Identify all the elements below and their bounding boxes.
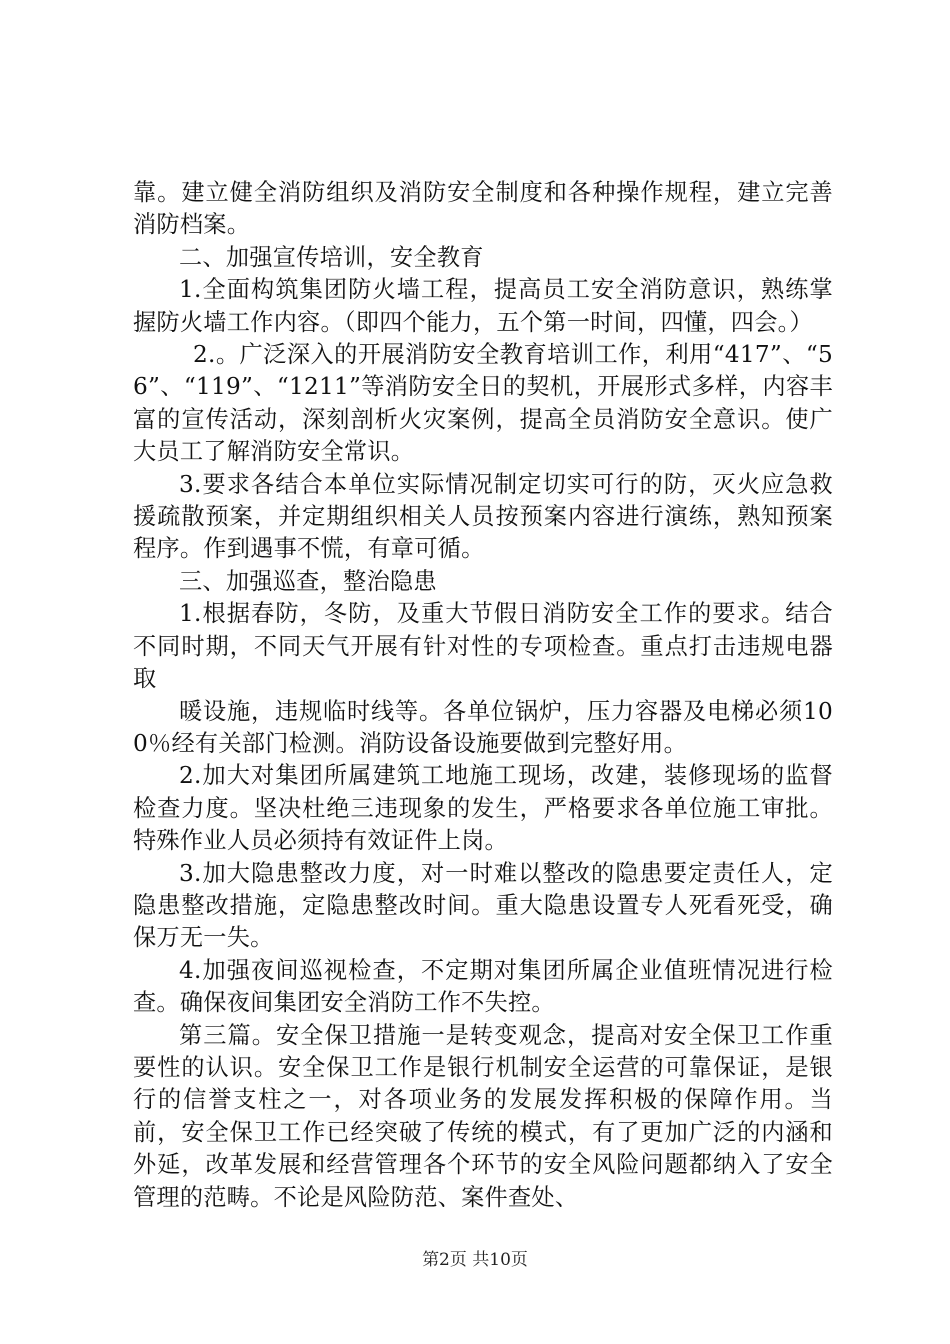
document-body: [133, 177, 833, 1214]
paragraph-item-1b-continued: 暖设施，违规临时线等。各单位锅炉，压力容器及电梯必须100％经有关部门检测。消防设备设施要做到完整好用。: [133, 697, 833, 757]
paragraph-item-2b: 2.加大对集团所属建筑工地施工现场，改建，装修现场的监督检查力度。坚决杜绝三违现象的发生，严格要求各单位施工审批。特殊作业人员必须持有效证件上岗。: [133, 762, 833, 855]
paragraph-item-3: 3.要求各结合本单位实际情况制定切实可行的防，灭火应急救援疏散预案，并定期组织相关人员按预案内容进行演练，熟知预案程序。作到遇事不慌，有章可循。: [133, 470, 833, 563]
page-number-footer: 第2页 共10页: [422, 1250, 528, 1270]
paragraph-item-1b: 1.根据春防，冬防，及重大节假日消防安全工作的要求。结合不同时期，不同天气开展有针对性的专项检查。重点打击违规电器取: [133, 600, 833, 693]
paragraph-item-3b: 3.加大隐患整改力度，对一时难以整改的隐患要定责任人，定隐患整改措施，定隐患整改时间。重大隐患设置专人死看死受，确保万无一失。: [133, 859, 833, 952]
paragraph-item-1: 1.全面构筑集团防火墙工程，提高员工安全消防意识，熟练掌握防火墙工作内容。（即四个能力，五个第一时间，四懂，四会。）: [133, 276, 833, 336]
section-heading-3: 三、加强巡查，整治隐患: [179, 567, 437, 595]
paragraph-item-2: 2.。广泛深入的开展消防安全教育培训工作，利用“417”、“56”、“119”、“1211”等消防安全日的契机，开展形式多样，内容丰富的宣传活动，深刻剖析火灾案例，提高全员消防安全意识。使广大员工了解消防安全常识。: [133, 341, 833, 466]
section-heading-2: 二、加强宣传培训，安全教育: [179, 243, 484, 271]
paragraph-part-three: 第三篇。安全保卫措施一是转变观念，提高对安全保卫工作重要性的认识。安全保卫工作是银行机制安全运营的可靠保证，是银行的信誉支柱之一，对各项业务的发展发挥积极的保障作用。当前，安全保卫工作已经突破了传统的模式，有了更加广泛的内涵和外延，改革发展和经营管理各个环节的安全风险问题都纳入了安全管理的范畴。不论是风险防范、案件查处、: [133, 1021, 833, 1211]
paragraph-continuation: 靠。建立健全消防组织及消防安全制度和各种操作规程，建立完善消防档案。: [133, 179, 833, 239]
paragraph-item-4b: 4.加强夜间巡视检查，不定期对集团所属企业值班情况进行检查。确保夜间集团安全消防工作不失控。: [133, 956, 833, 1017]
